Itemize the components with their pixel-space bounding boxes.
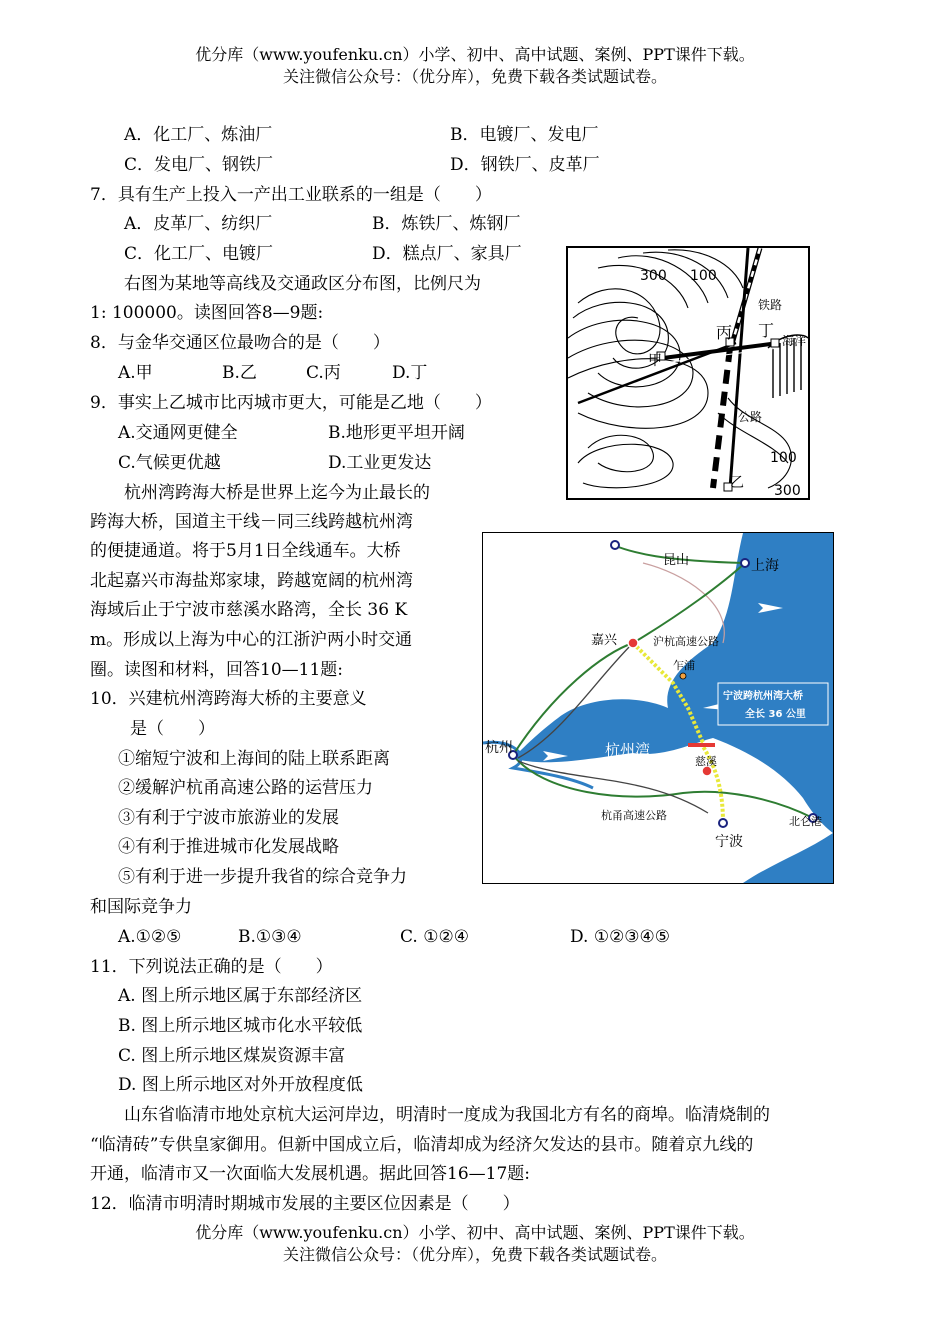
q9-option-c: C.气候更优越 [118,453,221,473]
q11-option-a: A. 图上所示地区属于东部经济区 [118,986,363,1006]
town-bing: 丙 [716,323,733,342]
q8-option-a: A.甲 [118,363,153,383]
port-beilun: 北仑港 [789,815,822,828]
intro1011-line-7: 圈。读图和材料，回答10—11题: [90,660,343,680]
highway-label: 公路 [738,410,763,424]
q10-option-a: A.①②⑤ [118,927,182,947]
intro1011-line-2: 跨海大桥，国道主干线－同三线跨越杭州湾 [90,512,413,532]
contour-map [566,246,810,500]
header-line-1: 优分库（www.youfenku.cn）小学、初中、高中试题、案例、PPT课件下载。 [195,45,755,64]
town-zhapu: 乍浦 [673,659,695,672]
q11-option-d: D. 图上所示地区对外开放程度低 [118,1075,363,1095]
q7-stem: 7．具有生产上投入一产出工业联系的一组是（ ） [90,185,492,205]
intro1011-line-4: 北起嘉兴市海盐郑家埭，跨越宽阔的杭州湾 [90,571,413,591]
railway-label: 铁路 [758,298,783,312]
q10-statement-5-cont: 和国际竞争力 [90,897,192,917]
contour-label-100-bottom: 100 [770,450,797,466]
footer-line-2: 关注微信公众号：（优分库），免费下载各类试题试卷。 [282,1245,667,1264]
town-yi: 乙 [730,475,744,491]
q10-option-c: C. ①②④ [400,927,469,947]
q9-option-b: B.地形更平坦开阔 [328,423,465,443]
intro12-line-3: 开通，临清市又一次面临大发展机遇。据此回答16—17题: [90,1164,530,1184]
intro1011-line-6: m。形成以上海为中心的江浙沪两小时交通 [90,630,413,650]
q9-option-a: A.交通网更健全 [118,423,238,443]
q8-option-d: D.丁 [392,363,428,383]
q6-option-a: A．化工厂、炼油厂 [124,125,273,145]
intro89-line-1: 右图为某地等高线及交通政区分布图，比例尺为 [124,274,481,294]
huhang-highway-label: 沪杭高速公路 [653,635,719,648]
contour-label-300-bottom: 300 [774,483,801,499]
q10-statement-1: ①缩短宁波和上海间的陆上联系距离 [118,749,390,769]
q10-stem-line-1: 10．兴建杭州湾跨海大桥的主要意义 [90,689,367,709]
contour-label-100-top: 100 [690,268,717,284]
q10-statement-4: ④有利于推进城市化发展战略 [118,837,339,857]
contour-label-300-top: 300 [640,268,667,284]
q10-option-d: D. ①②③④⑤ [570,927,671,947]
hangyong-highway-label: 杭甬高速公路 [601,809,667,822]
intro1011-line-1: 杭州湾跨海大桥是世界上迄今为止最长的 [124,483,430,503]
q7-option-d: D．糕点厂、家具厂 [372,244,522,264]
q10-option-b: B.①③④ [238,927,302,947]
q9-option-d: D.工业更发达 [328,453,432,473]
q10-stem-line-2: 是（ ） [130,719,215,739]
q7-option-c: C．化工厂、电镀厂 [124,244,274,264]
town-jia: 甲 [648,353,662,369]
q8-stem: 8．与金华交通区位最吻合的是（ ） [90,333,390,353]
ocean-label: 海洋 [782,334,807,348]
q12-stem: 12．临清市明清时期城市发展的主要区位因素是（ ） [90,1194,520,1214]
city-hangzhou: 杭州 [485,740,513,756]
city-kunshan: 昆山 [663,553,690,568]
bay-label-hangzhouwan: 杭州湾 [605,741,651,759]
q10-statement-2: ②缓解沪杭甬高速公路的运营压力 [118,778,373,798]
q7-option-b: B．炼铁厂、炼钢厂 [372,214,521,234]
header-line-2: 关注微信公众号：（优分库），免费下载各类试题试卷。 [282,67,667,86]
footer-line-1: 优分库（www.youfenku.cn）小学、初中、高中试题、案例、PPT课件下载。 [195,1223,755,1242]
city-ningbo: 宁波 [715,834,743,850]
intro1011-line-3: 的便捷通道。将于5月1日全线通车。大桥 [90,541,401,561]
q8-option-c: C.丙 [306,363,341,383]
intro12-line-2: “临清砖”专供皇家御用。但新中国成立后，临清却成为经济欠发达的县市。随着京九线的 [90,1135,754,1155]
q10-statement-5: ⑤有利于进一步提升我省的综合竞争力 [118,867,407,887]
town-ding: 丁 [758,321,775,340]
q6-option-c: C．发电厂、钢铁厂 [124,155,274,175]
q10-statement-3: ③有利于宁波市旅游业的发展 [118,808,339,828]
q11-option-b: B. 图上所示地区城市化水平较低 [118,1016,363,1036]
city-shanghai: 上海 [751,558,779,574]
q8-option-b: B.乙 [222,363,257,383]
q7-option-a: A．皮革厂、纺织厂 [124,214,273,234]
q11-option-c: C. 图上所示地区煤炭资源丰富 [118,1046,346,1066]
q11-stem: 11．下列说法正确的是（ ） [90,957,333,977]
bridge-callout-length: 全长 36 公里 [745,709,806,720]
q9-stem: 9．事实上乙城市比丙城市更大，可能是乙地（ ） [90,393,492,413]
city-jiaxing: 嘉兴 [591,633,618,648]
hangzhou-bay-map [482,532,834,884]
intro1011-line-5: 海域后止于宁波市慈溪水路湾，全长 36 K [90,600,408,620]
city-cixi: 慈溪 [695,755,717,768]
intro12-line-1: 山东省临清市地处京杭大运河岸边，明清时一度成为我国北方有名的商埠。临清烧制的 [124,1105,770,1125]
q6-option-d: D．钢铁厂、皮革厂 [450,155,600,175]
intro89-line-2: 1: 100000。读图回答8—9题: [90,303,324,323]
bridge-callout-title: 宁波跨杭州湾大桥 [723,691,803,702]
q6-option-b: B．电镀厂、发电厂 [450,125,599,145]
